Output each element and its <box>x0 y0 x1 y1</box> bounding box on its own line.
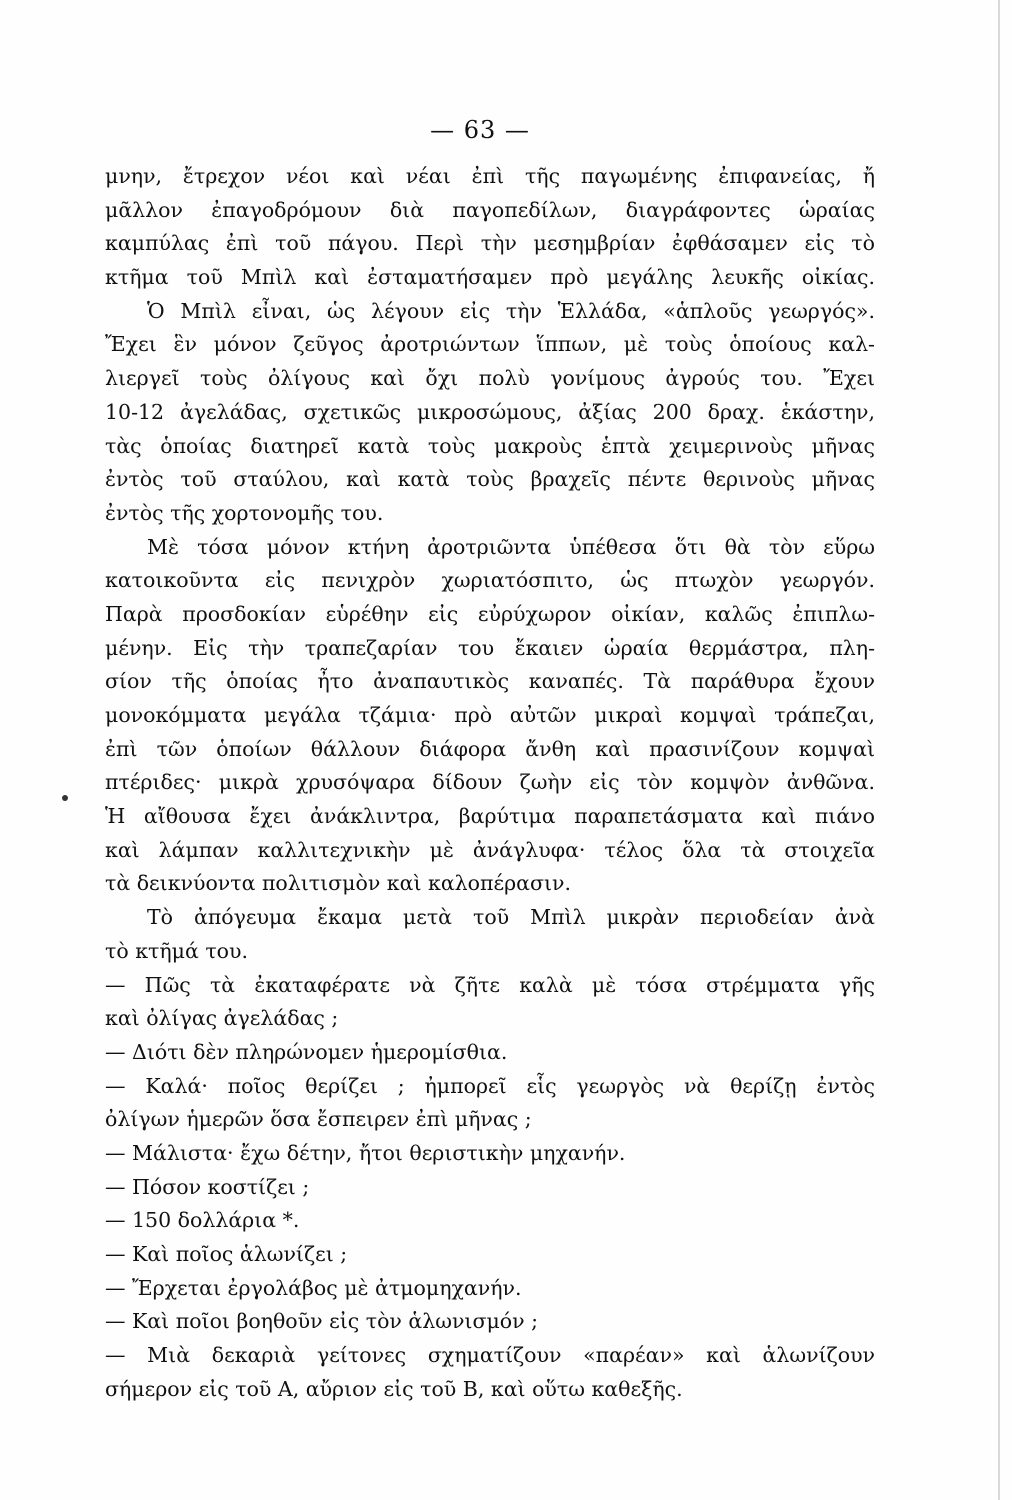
text-line: 10-12 ἀγελάδας, σχετικῶς μικροσώμους, ἀξίας 200 δραχ. ἑκάστην, <box>105 399 875 424</box>
text-line: Τὸ ἀπόγευμα ἔκαμα μετὰ τοῦ Μπὶλ μικρὰν περιοδείαν ἀνὰ <box>147 905 875 930</box>
text-line: ἐπὶ τῶν ὁποίων θάλλουν διάφορα ἄνθη καὶ πρασινίζουν κομψαὶ <box>105 736 875 761</box>
text-line: Ἡ αἴθουσα ἔχει ἀνάκλιντρα, βαρύτιμα παραπετάσματα καὶ πιάνο <box>105 804 875 829</box>
page-edge-line <box>998 0 1000 1500</box>
text-line: μονοκόμματα μεγάλα τζάμια· πρὸ αὐτῶν μικραὶ κομψαὶ τράπεζαι, <box>105 703 875 727</box>
text-line: ἐντὸς τοῦ σταύλου, καὶ κατὰ τοὺς βραχεῖς πέντε θερινοὺς μῆνας <box>105 467 875 492</box>
text-line: — 150 δολλάρια *. <box>105 1208 300 1233</box>
text-line: ὀλίγων ἡμερῶν ὅσα ἔσπειρεν ἐπὶ μῆνας ; <box>105 1107 532 1132</box>
text-line: Ὁ Μπὶλ εἶναι, ὡς λέγουν εἰς τὴν Ἑλλάδα, «ἁπλοῦς γεωργός». <box>147 298 875 323</box>
text-line: μένην. Εἰς τὴν τραπεζαρίαν του ἔκαιεν ὡραία θερμάστρα, πλη- <box>105 635 875 660</box>
text-line: — Καὶ ποῖος ἁλωνίζει ; <box>105 1242 348 1266</box>
text-line: — Ἔρχεται ἐργολάβος μὲ ἀτμομηχανήν. <box>105 1275 522 1300</box>
text-line: καὶ ὀλίγας ἀγελάδας ; <box>105 1006 339 1031</box>
margin-mark <box>62 795 68 801</box>
body-text <box>105 160 875 1406</box>
text-line: σίον τῆς ὁποίας ἦτο ἀναπαυτικὸς καναπές. Τὰ παράθυρα ἔχουν <box>105 669 875 694</box>
text-line: καμπύλας ἐπὶ τοῦ πάγου. Περὶ τὴν μεσημβρίαν ἐφθάσαμεν εἰς τὸ <box>105 231 875 256</box>
text-line: Παρὰ προσδοκίαν εὑρέθην εἰς εὐρύχωρον οἰκίαν, καλῶς ἐπιπλω- <box>105 601 875 626</box>
text-line: κτῆμα τοῦ Μπὶλ καὶ ἐσταματήσαμεν πρὸ μεγάλης λευκῆς οἰκίας. <box>105 265 875 290</box>
text-line: Ἔχει ἓν μόνον ζεῦγος ἀροτριώντων ἵππων, μὲ τοὺς ὁποίους καλ- <box>105 332 875 357</box>
text-line: μνην, ἔτρεχον νέοι καὶ νέαι ἐπὶ τῆς παγωμένης ἐπιφανείας, ἤ <box>105 164 875 188</box>
text-line: — Καὶ ποῖοι βοηθοῦν εἰς τὸν ἁλωνισμόν ; <box>105 1309 538 1334</box>
text-line: — Μιὰ δεκαριὰ γείτονες σχηματίζουν «παρέαν» καὶ ἁλωνίζουν <box>105 1343 875 1368</box>
text-line: τὰς ὁποίας διατηρεῖ κατὰ τοὺς μακροὺς ἑπτὰ χειμερινοὺς μῆνας <box>105 433 875 458</box>
text-line: καὶ λάμπαν καλλιτεχνικὴν μὲ ἀνάγλυφα· τέλος ὅλα τὰ στοιχεῖα <box>105 837 875 862</box>
text-line: λιεργεῖ τοὺς ὀλίγους καὶ ὄχι πολὺ γονίμους ἀγρούς του. Ἔχει <box>105 366 875 391</box>
text-line: — Διότι δὲν πληρώνομεν ἡμερομίσθια. <box>105 1039 508 1064</box>
text-line: — Πῶς τὰ ἐκαταφέρατε νὰ ζῆτε καλὰ μὲ τόσα στρέμματα γῆς <box>105 972 875 997</box>
text-line: σήμερον εἰς τοῦ Α, αὔριον εἰς τοῦ Β, καὶ οὕτω καθεξῆς. <box>105 1376 683 1401</box>
text-line: πτέριδες· μικρὰ χρυσόψαρα δίδουν ζωὴν εἰς τὸν κομψὸν ἀνθῶνα. <box>105 770 875 795</box>
text-line: — Πόσον κοστίζει ; <box>105 1174 310 1199</box>
text-line: ἐντὸς τῆς χορτονομῆς του. <box>105 500 384 525</box>
text-line: μᾶλλον ἐπαγοδρόμουν διὰ παγοπεδίλων, διαγράφοντες ὡραίας <box>105 197 875 222</box>
text-line: κατοικοῦντα εἰς πενιχρὸν χωριατόσπιτο, ὡς πτωχὸν γεωργόν. <box>105 568 875 593</box>
text-line: — Μάλιστα· ἔχω δέτην, ἤτοι θεριστικὴν μηχανήν. <box>105 1140 626 1165</box>
text-line: τὸ κτῆμά του. <box>105 938 248 963</box>
text-line: τὰ δεικνύοντα πολιτισμὸν καὶ καλοπέρασιν. <box>105 871 572 896</box>
page-number: — 63 — <box>430 116 530 144</box>
text-line: — Καλά· ποῖος θερίζει ; ἠμπορεῖ εἷς γεωργὸς νὰ θερίζῃ ἐντὸς <box>105 1073 875 1098</box>
text-line: Μὲ τόσα μόνον κτήνη ἀροτριῶντα ὑπέθεσα ὅτι θὰ τὸν εὕρω <box>147 534 875 559</box>
